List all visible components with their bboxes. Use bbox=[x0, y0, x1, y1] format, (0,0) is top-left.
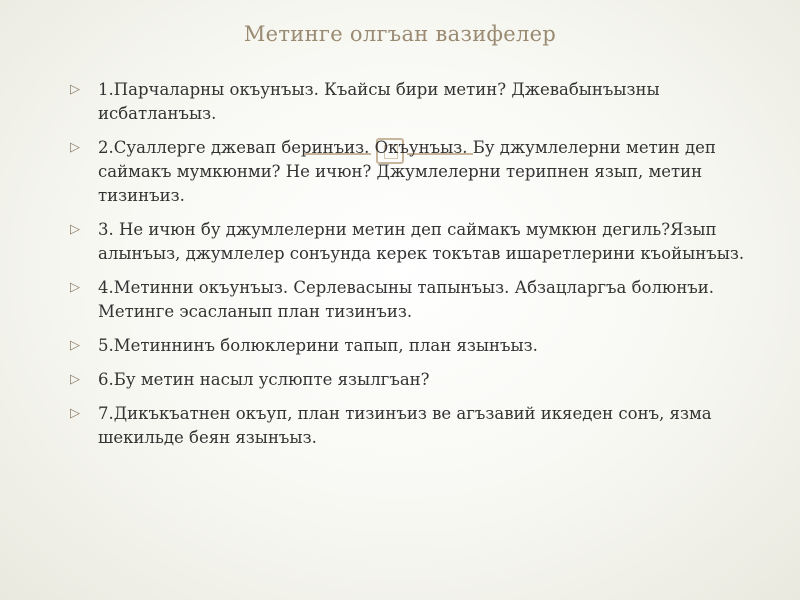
list-item-text: 7.Дикъкъатнен окъуп, план тизинъиз ве агъзавий икяеден сонъ, язма шекильде беян язынъыз. bbox=[98, 404, 712, 447]
bullet-icon: ▷ bbox=[70, 338, 80, 353]
bullet-icon: ▷ bbox=[70, 140, 80, 155]
list-item bbox=[70, 78, 750, 126]
list-item-text: 2.Суаллерге джевап беринъиз. Окъунъыз. Бу джумлелерни метин деп саймакъ мумкюнми? Не ичюн? Джумлелерни терипнен язып, метин тизинъиз. bbox=[98, 138, 716, 205]
bullet-icon: ▷ bbox=[70, 280, 80, 295]
list-item bbox=[70, 334, 750, 358]
list-item-text: 5.Метиннинъ болюклерини тапып, план язынъыз. bbox=[98, 336, 538, 355]
list-item bbox=[70, 368, 750, 392]
bullet-icon: ▷ bbox=[70, 222, 80, 237]
list-item bbox=[70, 402, 750, 450]
bullet-icon: ▷ bbox=[70, 82, 80, 97]
list-item-text: 4.Метинни окъунъыз. Серлевасыны тапынъыз. Абзацларгъа болюнъи. Метинге эсасланып план тизинъиз. bbox=[98, 278, 715, 321]
task-list bbox=[70, 78, 750, 460]
list-item bbox=[70, 218, 750, 266]
bullet-icon: ▷ bbox=[70, 372, 80, 387]
list-item-text: 1.Парчаларны окъунъыз. Къайсы бири метин? Джевабынъызны исбатланъыз. bbox=[98, 80, 660, 123]
list-item-text: 3. Не ичюн бу джумлелерни метин деп саймакъ мумкюн дегиль?Язып алынъыз, джумлелер сонъунда керек токътав ишаретлерини къойынъыз. bbox=[98, 220, 745, 263]
slide-title: Метинге олгъан вазифелер bbox=[243, 22, 557, 46]
bullet-icon: ▷ bbox=[70, 406, 80, 421]
list-item-text: 6.Бу метин насыл услюпте язылгъан? bbox=[98, 370, 430, 389]
list-item bbox=[70, 276, 750, 324]
list-item bbox=[70, 136, 750, 208]
